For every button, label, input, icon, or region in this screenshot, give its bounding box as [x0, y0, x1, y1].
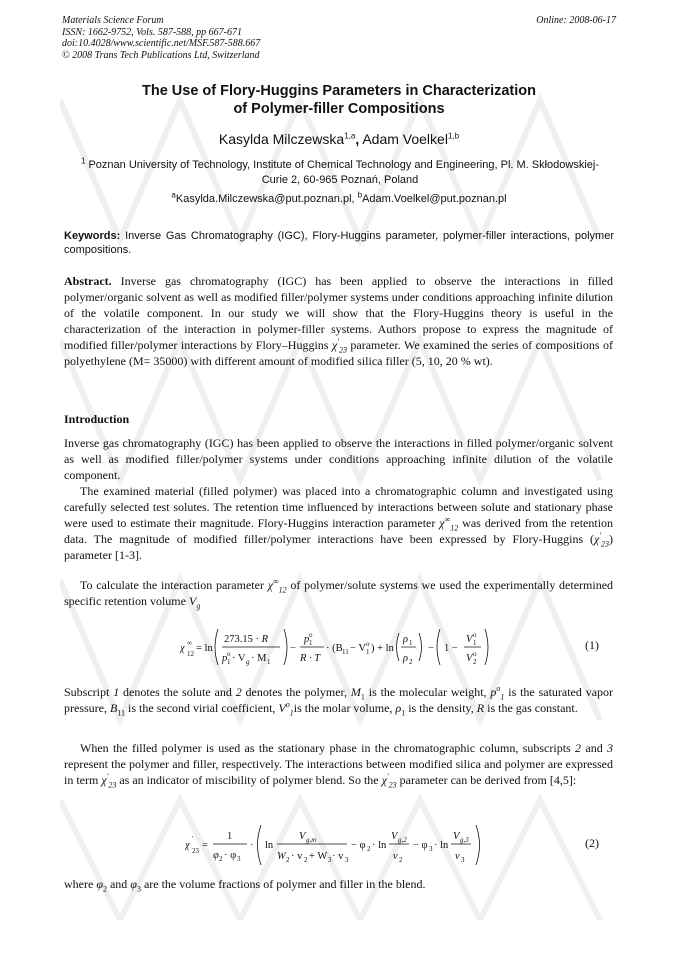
equation-1	[180, 625, 510, 669]
svg-text:1 −: 1 −	[444, 643, 458, 654]
affiliation-text: Poznan University of Technology, Institute of Chemical Technology and Engineering, Pl. M. Skłodowskiej-Curie 2, 60-965 Poznań, Poland	[88, 159, 600, 186]
svg-text:ln: ln	[265, 840, 274, 851]
svg-text:23: 23	[192, 847, 199, 855]
svg-text:1: 1	[366, 648, 370, 656]
svg-text:V: V	[391, 831, 398, 842]
chi12-symbol: $\chi^\infty_{12}$	[439, 515, 459, 533]
keywords-label: Keywords:	[64, 230, 121, 242]
filled-polymer-paragraph	[64, 740, 613, 788]
b11-symbol: B	[109, 701, 118, 715]
svg-text:o: o	[309, 631, 313, 639]
abstract-label: Abstract.	[64, 274, 112, 288]
vg-symbol: V	[188, 594, 197, 608]
svg-text:o: o	[366, 640, 370, 648]
svg-text:2: 2	[409, 658, 413, 666]
intro-p2-text-b: was derived from the retention data. The magnitude of modified filler/polymer interactions have been expressed by Flory-Huggins (	[64, 516, 614, 546]
filled-text-1: When the filled polymer is used as the stationary phase in the chromatographic column, subscripts	[80, 741, 571, 755]
chi23-symbol: $\chi'_{23}$	[331, 337, 347, 355]
closing-paragraph: where $\varphi_2$ and $\varphi_3$ are the volume fractions of polymer and filler in the blend.	[64, 877, 426, 894]
svg-text:': '	[192, 835, 194, 843]
svg-text:o: o	[227, 650, 231, 658]
svg-text:· ln: · ln	[372, 840, 387, 851]
journal-header	[62, 15, 260, 61]
rho-symbol: ρ	[395, 701, 402, 715]
var-text-5: is the saturated vapor pressure,	[64, 685, 614, 715]
svg-text:g,m: g,m	[306, 836, 317, 844]
svg-text:· v: · v	[291, 851, 303, 862]
v1o-symbol: $V^o_1$	[278, 700, 294, 718]
svg-text:p: p	[222, 653, 228, 664]
section-heading-introduction: Introduction	[64, 412, 130, 426]
svg-text:φ: φ	[213, 850, 219, 861]
svg-text:3: 3	[461, 856, 465, 864]
copyright-line: © 2008 Trans Tech Publications Ltd, Switzerland	[62, 49, 260, 61]
author-2: Adam Voelkel	[362, 131, 448, 147]
filled-text-4: as an indicator of miscibility of polymer blend. So the	[119, 773, 379, 787]
svg-text:o: o	[473, 650, 477, 658]
variables-paragraph: Subscript 1 denotes the solute and 2 denotes the polymer, $M_1$ is the molecular weight, $p^o_1$ is the saturated vapor pressure, $B_{11}$ is the second virial coefficient, $V^o_1is$ the molar volume, $\rho_1$ is the density, R is the gas constant.	[64, 684, 614, 718]
svg-text:ρ: ρ	[403, 634, 409, 645]
var-text-3: denotes the polymer,	[245, 685, 348, 699]
filled-subscript-2: 2	[575, 741, 582, 755]
intro-p2-text-c: ) parameter [1-3].	[64, 532, 613, 562]
svg-text:1: 1	[309, 639, 313, 647]
r-symbol: R	[476, 701, 485, 715]
m1-symbol: M	[350, 685, 361, 699]
issn-line: ISSN: 1662-9752, Vols. 587-588, pp 667-671	[62, 26, 242, 38]
svg-text:+ W: + W	[309, 851, 328, 862]
closing-text-3: are the volume fractions of polymer and filler in the blend.	[143, 877, 426, 891]
var-text-4: is the molecular weight,	[368, 685, 487, 699]
svg-text:V: V	[453, 831, 460, 842]
svg-text:· v: · v	[332, 851, 344, 862]
equation-2-number: (2)	[585, 836, 599, 850]
svg-text:2: 2	[399, 856, 403, 864]
svg-text:− φ: − φ	[351, 840, 366, 851]
eq1-constant: 273.15 · R	[224, 634, 269, 645]
var-subscript-2: 2	[235, 685, 242, 699]
svg-text:3: 3	[328, 856, 332, 864]
svg-text:2: 2	[367, 845, 371, 853]
chi23-symbol: $\chi'_{23}$	[101, 772, 117, 790]
abstract-text-1: Inverse gas chromatography (IGC) has been applied to observe the interactions in filled polymer/organic solvent as well as modified filler/polymer systems under conditions approaching infinite dilution of the volatile component. In our study we will show that the Flory-Huggins theory is useful in the characterization of the interaction in polymer-filler systems. Authors propose to express the magnitude of modified filler/polymer interactions by Flory–Huggins	[64, 274, 614, 352]
author-1: Kasylda Milczewska	[218, 131, 345, 147]
filled-text-2: and	[585, 741, 603, 755]
svg-text:· M: · M	[251, 653, 267, 664]
var-text-9: is the gas constant.	[487, 701, 578, 715]
phi2-symbol: φ	[96, 877, 103, 891]
svg-text:2: 2	[219, 855, 223, 863]
svg-text:3: 3	[345, 856, 349, 864]
svg-text:g,3: g,3	[460, 836, 469, 844]
doi-link[interactable]: doi:10.4028/www.scientific.net/MSF.587-588.667	[62, 38, 261, 49]
svg-text:= ln: = ln	[196, 643, 213, 654]
var-subscript-1: 1	[113, 685, 120, 699]
keywords-text: Inverse Gas Chromatography (IGC), Flory-Huggins parameter, polymer-filler interactions, polymer compositions.	[64, 230, 615, 256]
intro-paragraph-1: Inverse gas chromatography (IGC) has been applied to observe the interactions in filled polymer/organic solvent as well as modified filler/polymer systems under conditions approaching infinite dilution of the volatile component.	[64, 436, 613, 482]
abstract-block	[64, 273, 613, 369]
var-text-7: is the molar volume,	[293, 701, 393, 715]
svg-text:W: W	[277, 851, 286, 862]
svg-text:g: g	[246, 658, 250, 666]
chi23-symbol: $\chi'_{23}$	[381, 772, 397, 790]
author-2-affil: 1,b	[447, 131, 460, 141]
svg-text:g,2: g,2	[398, 836, 407, 844]
filled-subscript-3: 3	[607, 741, 614, 755]
paper-title	[0, 82, 678, 118]
equation-2	[185, 822, 485, 868]
svg-text:V: V	[466, 634, 473, 645]
chi23-symbol: $\chi'_{23}$	[594, 531, 609, 549]
var-text-8: is the density,	[408, 701, 474, 715]
svg-text:− φ: − φ	[413, 840, 428, 851]
abstract-text-2: parameter. We examined the series of compositions of polyethylene (M= 35000) with different amount of modified silica filler (5, 10, 20 % wt).	[64, 338, 614, 368]
svg-text:· φ: · φ	[224, 850, 237, 861]
svg-text:v: v	[393, 851, 398, 862]
p1o-symbol: $p^o_1$	[490, 684, 505, 702]
intro-paragraph-3	[64, 577, 613, 609]
svg-text:12: 12	[187, 650, 194, 658]
svg-text:1: 1	[473, 639, 477, 647]
email-b-marker: b	[357, 190, 363, 200]
svg-text:1: 1	[227, 658, 231, 666]
svg-text:2: 2	[286, 856, 290, 864]
var-text-2: denotes the solute and	[123, 685, 232, 699]
svg-text:1: 1	[409, 639, 413, 647]
svg-text:− V: − V	[350, 643, 366, 654]
svg-text:p: p	[304, 634, 310, 645]
author-1-affil: 1,a	[344, 131, 356, 141]
svg-text:V: V	[299, 831, 306, 842]
intro-paragraph-2	[64, 483, 613, 563]
svg-text:∞: ∞	[187, 639, 192, 647]
affiliation-number: 1	[80, 156, 86, 166]
online-date: Online: 2008-06-17	[536, 15, 616, 26]
intro-p3-text-b: of polymer/solute systems we used the experimentally determined specific retention volume	[64, 578, 614, 608]
svg-text:v: v	[455, 851, 460, 862]
email-b-link[interactable]: Adam.Voelkel@put.poznan.pl	[362, 193, 507, 205]
svg-text:R · T: R · T	[300, 653, 321, 664]
svg-text:o: o	[473, 631, 477, 639]
author-list: Kasylda Milczewska$^{1,a}$, Adam Voelkel$^{1,b}$	[218, 131, 460, 147]
affiliation	[70, 158, 610, 188]
title-line-1: The Use of Flory-Huggins Parameters in Characterization	[141, 83, 536, 99]
email-a-link[interactable]: Kasylda.Milczewska@put.poznan.pl	[175, 193, 352, 205]
svg-text:1: 1	[267, 658, 271, 666]
chi12-symbol: $\chi^\infty_{12}$	[267, 577, 287, 595]
svg-text:· ln: · ln	[434, 840, 449, 851]
svg-text:2: 2	[473, 658, 477, 666]
svg-text:3: 3	[429, 845, 433, 853]
closing-text-2: and	[109, 877, 128, 891]
svg-text:ρ: ρ	[403, 653, 409, 664]
svg-text:11: 11	[342, 648, 349, 656]
var-text-6: is the second virial coefficient,	[128, 701, 276, 715]
journal-name: Materials Science Forum	[62, 15, 164, 26]
svg-text:1: 1	[227, 831, 233, 842]
svg-text:=: =	[202, 840, 208, 851]
svg-text:·: ·	[250, 840, 254, 851]
svg-text:χ: χ	[185, 840, 190, 851]
closing-text-1: where	[64, 877, 94, 891]
vg-subscript: g	[196, 601, 201, 611]
svg-text:) + ln: ) + ln	[371, 643, 394, 654]
phi3-symbol: φ	[130, 877, 137, 891]
keywords-block	[64, 230, 614, 257]
svg-text:· V: · V	[232, 653, 246, 664]
email-line: $^a$Kasylda.Milczewska@put.poznan.pl, $^b$Adam.Voelkel@put.poznan.pl	[171, 190, 507, 205]
svg-text:2: 2	[304, 856, 308, 864]
filled-text-3: represent the polymer and filler, respectively. The interactions between modified silica and polymer are expressed in term	[64, 757, 613, 787]
svg-text:3: 3	[237, 855, 241, 863]
intro-p3-text-a: To calculate the interaction parameter	[80, 578, 264, 592]
var-text-1: Subscript	[64, 685, 110, 699]
svg-text:−: −	[428, 643, 434, 654]
email-a-marker: a	[171, 190, 176, 200]
filled-text-5: parameter can be derived from [4,5]:	[399, 773, 577, 787]
svg-text:−: −	[290, 643, 296, 654]
intro-p2-text-a: The examined material (filled polymer) was placed into a chromatographic column and investigated using carefully selected test solutes. The retention time influenced by interactions between solute and stationary phase were used to estimate their magnitude. Flory-Huggins interaction parameter	[64, 484, 613, 530]
title-line-2: of Polymer-filler Compositions	[233, 101, 445, 117]
svg-text:· (B: · (B	[326, 643, 343, 654]
equation-1-number: (1)	[585, 638, 599, 652]
svg-text:χ: χ	[180, 643, 185, 654]
svg-text:V: V	[466, 653, 473, 664]
